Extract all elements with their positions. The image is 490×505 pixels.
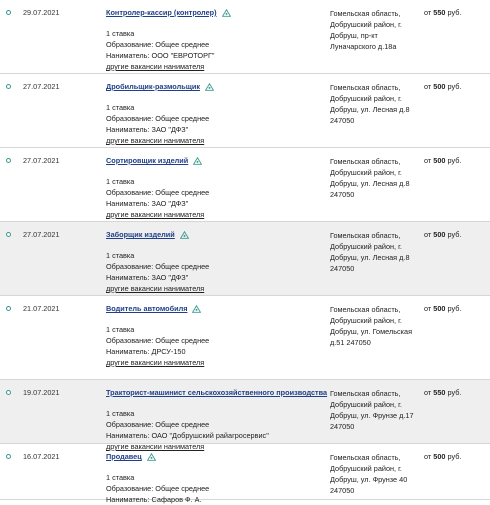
- vacancy-salary: [424, 156, 461, 165]
- vacancy-row: [0, 0, 490, 74]
- accessibility-triangle-icon: [205, 83, 214, 91]
- education-text: Образование: Общее среднее: [106, 40, 210, 49]
- address-line: Добруш, ул. Лесная д.8: [330, 105, 410, 114]
- vacancy-title-link[interactable]: Водитель автомобиля: [106, 304, 188, 313]
- vacancy-main: [106, 156, 326, 220]
- vacancy-details: [106, 176, 326, 220]
- employer-text: Наниматель: ОАО "Добрушский райагросервис": [106, 431, 269, 440]
- vacancy-salary: [424, 452, 461, 461]
- title-line: [106, 230, 326, 239]
- rate-text: 1 ставка: [106, 177, 135, 186]
- vacancy-salary: [424, 388, 461, 397]
- vacancy-title-link[interactable]: Контролер-кассир (контролер): [106, 8, 217, 17]
- address-line: Гомельская область,: [330, 157, 401, 166]
- address-line: 247050: [330, 486, 355, 495]
- education-text: Образование: Общее среднее: [106, 262, 210, 271]
- title-line: [106, 304, 326, 313]
- vacancy-date: 21.07.2021: [23, 304, 60, 313]
- salary-prefix: от: [424, 8, 432, 17]
- vacancy-row: [0, 444, 490, 504]
- vacancy-date: 16.07.2021: [23, 452, 60, 461]
- vacancy-date: 19.07.2021: [23, 388, 60, 397]
- address-line: Гомельская область,: [330, 453, 401, 462]
- vacancy-address: [330, 304, 415, 348]
- employer-text: Наниматель: ЗАО "ДФЗ": [106, 273, 189, 282]
- title-line: [106, 82, 326, 91]
- vacancy-address: [330, 156, 415, 200]
- vacancy-row: [0, 148, 490, 222]
- address-line: 247050: [330, 190, 355, 199]
- address-line: Добрушский район, г.: [330, 242, 402, 251]
- other-vacancies-link[interactable]: другие вакансии нанимателя: [106, 136, 205, 145]
- employer-text: Наниматель: ЗАО "ДФЗ": [106, 125, 189, 134]
- vacancy-salary: [424, 8, 461, 17]
- vacancy-title-link[interactable]: Сортировщик изделий: [106, 156, 189, 165]
- address-line: Добрушский район, г.: [330, 400, 402, 409]
- address-line: 247050: [330, 264, 355, 273]
- vacancy-address: [330, 388, 415, 432]
- vacancy-address: [330, 230, 415, 274]
- address-line: Добруш, ул. Фрунзе 40: [330, 475, 408, 484]
- education-text: Образование: Общее среднее: [106, 114, 210, 123]
- address-line: Добруш, ул. Лесная д.8: [330, 253, 410, 262]
- bullet-icon: [6, 84, 11, 89]
- salary-value: 500: [433, 82, 446, 91]
- salary-value: 500: [433, 452, 446, 461]
- other-vacancies-link[interactable]: другие вакансии нанимателя: [106, 358, 205, 367]
- vacancy-row: [0, 74, 490, 148]
- title-line: [106, 156, 326, 165]
- address-line: Добрушский район, г.: [330, 94, 402, 103]
- address-line: Добрушский район, г.: [330, 168, 402, 177]
- vacancy-title-link[interactable]: Продавец: [106, 452, 142, 461]
- vacancy-main: [106, 304, 326, 368]
- rate-text: 1 ставка: [106, 103, 135, 112]
- vacancy-title-link[interactable]: Тракторист-машинист сельскохозяйственного производства: [106, 388, 328, 397]
- other-vacancies-link[interactable]: другие вакансии нанимателя: [106, 442, 205, 451]
- rate-text: 1 ставка: [106, 325, 135, 334]
- education-text: Образование: Общее среднее: [106, 484, 210, 493]
- education-text: Образование: Общее среднее: [106, 336, 210, 345]
- bullet-icon: [6, 10, 11, 15]
- rate-text: 1 ставка: [106, 473, 135, 482]
- address-line: Добрушский район, г.: [330, 20, 402, 29]
- other-vacancies-link[interactable]: другие вакансии нанимателя: [106, 284, 205, 293]
- salary-unit: руб.: [447, 8, 462, 17]
- salary-value: 500: [433, 156, 446, 165]
- address-line: 247050: [330, 116, 355, 125]
- accessibility-triangle-icon: [193, 157, 202, 165]
- address-line: Гомельская область,: [330, 231, 401, 240]
- vacancy-details: [106, 324, 326, 368]
- vacancy-address: [330, 8, 415, 52]
- address-line: Добруш, ул. Лесная д.8: [330, 179, 410, 188]
- bullet-icon: [6, 158, 11, 163]
- other-vacancies-link[interactable]: другие вакансии нанимателя: [106, 62, 205, 71]
- address-line: Добрушский район, г.: [330, 316, 402, 325]
- bullet-icon: [6, 390, 11, 395]
- vacancy-details: [106, 102, 326, 146]
- accessibility-triangle-icon: [180, 231, 189, 239]
- vacancy-date: 27.07.2021: [23, 82, 60, 91]
- vacancy-row: [0, 222, 490, 296]
- salary-unit: руб.: [447, 388, 462, 397]
- salary-unit: руб.: [447, 230, 462, 239]
- vacancy-row: [0, 296, 490, 380]
- address-line: Гомельская область,: [330, 305, 401, 314]
- salary-unit: руб.: [447, 452, 462, 461]
- vacancy-date: 27.07.2021: [23, 156, 60, 165]
- vacancy-details: [106, 28, 326, 72]
- vacancy-address: [330, 452, 415, 496]
- rate-text: 1 ставка: [106, 251, 135, 260]
- accessibility-triangle-icon: [147, 453, 156, 461]
- vacancy-details: [106, 472, 326, 505]
- other-vacancies-link[interactable]: другие вакансии нанимателя: [106, 210, 205, 219]
- address-line: Гомельская область,: [330, 9, 401, 18]
- address-line: Добрушский район, г.: [330, 464, 402, 473]
- vacancy-main: [106, 82, 326, 146]
- vacancy-title-link[interactable]: Заборщик изделий: [106, 230, 175, 239]
- title-line: [106, 452, 326, 461]
- address-line: Добруш, ул. Гомельская: [330, 327, 413, 336]
- address-line: д.51 247050: [330, 338, 371, 347]
- salary-unit: руб.: [447, 156, 462, 165]
- rate-text: 1 ставка: [106, 409, 135, 418]
- salary-value: 550: [433, 8, 446, 17]
- address-line: Гомельская область,: [330, 83, 401, 92]
- salary-prefix: от: [424, 452, 432, 461]
- address-line: Добруш, пр-кт: [330, 31, 378, 40]
- title-line: [106, 8, 326, 17]
- address-line: Луначарского д.18а: [330, 42, 397, 51]
- salary-prefix: от: [424, 304, 432, 313]
- address-line: Добруш, ул. Фрунзе д.17: [330, 411, 414, 420]
- vacancy-row: [0, 380, 490, 451]
- bullet-icon: [6, 454, 11, 459]
- employer-text: Наниматель: ДРСУ-150: [106, 347, 186, 356]
- salary-prefix: от: [424, 156, 432, 165]
- title-line: [106, 388, 326, 397]
- vacancy-salary: [424, 230, 461, 239]
- vacancy-details: [106, 250, 326, 294]
- salary-prefix: от: [424, 82, 432, 91]
- bullet-icon: [6, 232, 11, 237]
- salary-unit: руб.: [447, 82, 462, 91]
- education-text: Образование: Общее среднее: [106, 420, 210, 429]
- salary-value: 500: [433, 304, 446, 313]
- employer-text: Наниматель: Сафаров Ф. А.: [106, 495, 202, 504]
- accessibility-triangle-icon: [192, 305, 201, 313]
- vacancy-title-link[interactable]: Дробильщик-размольщик: [106, 82, 200, 91]
- vacancy-date: 27.07.2021: [23, 230, 60, 239]
- vacancy-main: [106, 8, 326, 72]
- vacancy-address: [330, 82, 415, 126]
- vacancy-main: [106, 452, 326, 505]
- salary-value: 500: [433, 230, 446, 239]
- salary-prefix: от: [424, 388, 432, 397]
- salary-prefix: от: [424, 230, 432, 239]
- education-text: Образование: Общее среднее: [106, 188, 210, 197]
- rate-text: 1 ставка: [106, 29, 135, 38]
- salary-value: 550: [433, 388, 446, 397]
- address-line: 247050: [330, 422, 355, 431]
- bullet-icon: [6, 306, 11, 311]
- vacancy-main: [106, 230, 326, 294]
- employer-text: Наниматель: ЗАО "ДФЗ": [106, 199, 189, 208]
- vacancy-salary: [424, 82, 461, 91]
- salary-unit: руб.: [447, 304, 462, 313]
- vacancy-main: [106, 388, 326, 452]
- employer-text: Наниматель: ООО "ЕВРОТОРГ": [106, 51, 215, 60]
- vacancy-date: 29.07.2021: [23, 8, 60, 17]
- address-line: Гомельская область,: [330, 389, 401, 398]
- vacancy-salary: [424, 304, 461, 313]
- accessibility-triangle-icon: [222, 9, 231, 17]
